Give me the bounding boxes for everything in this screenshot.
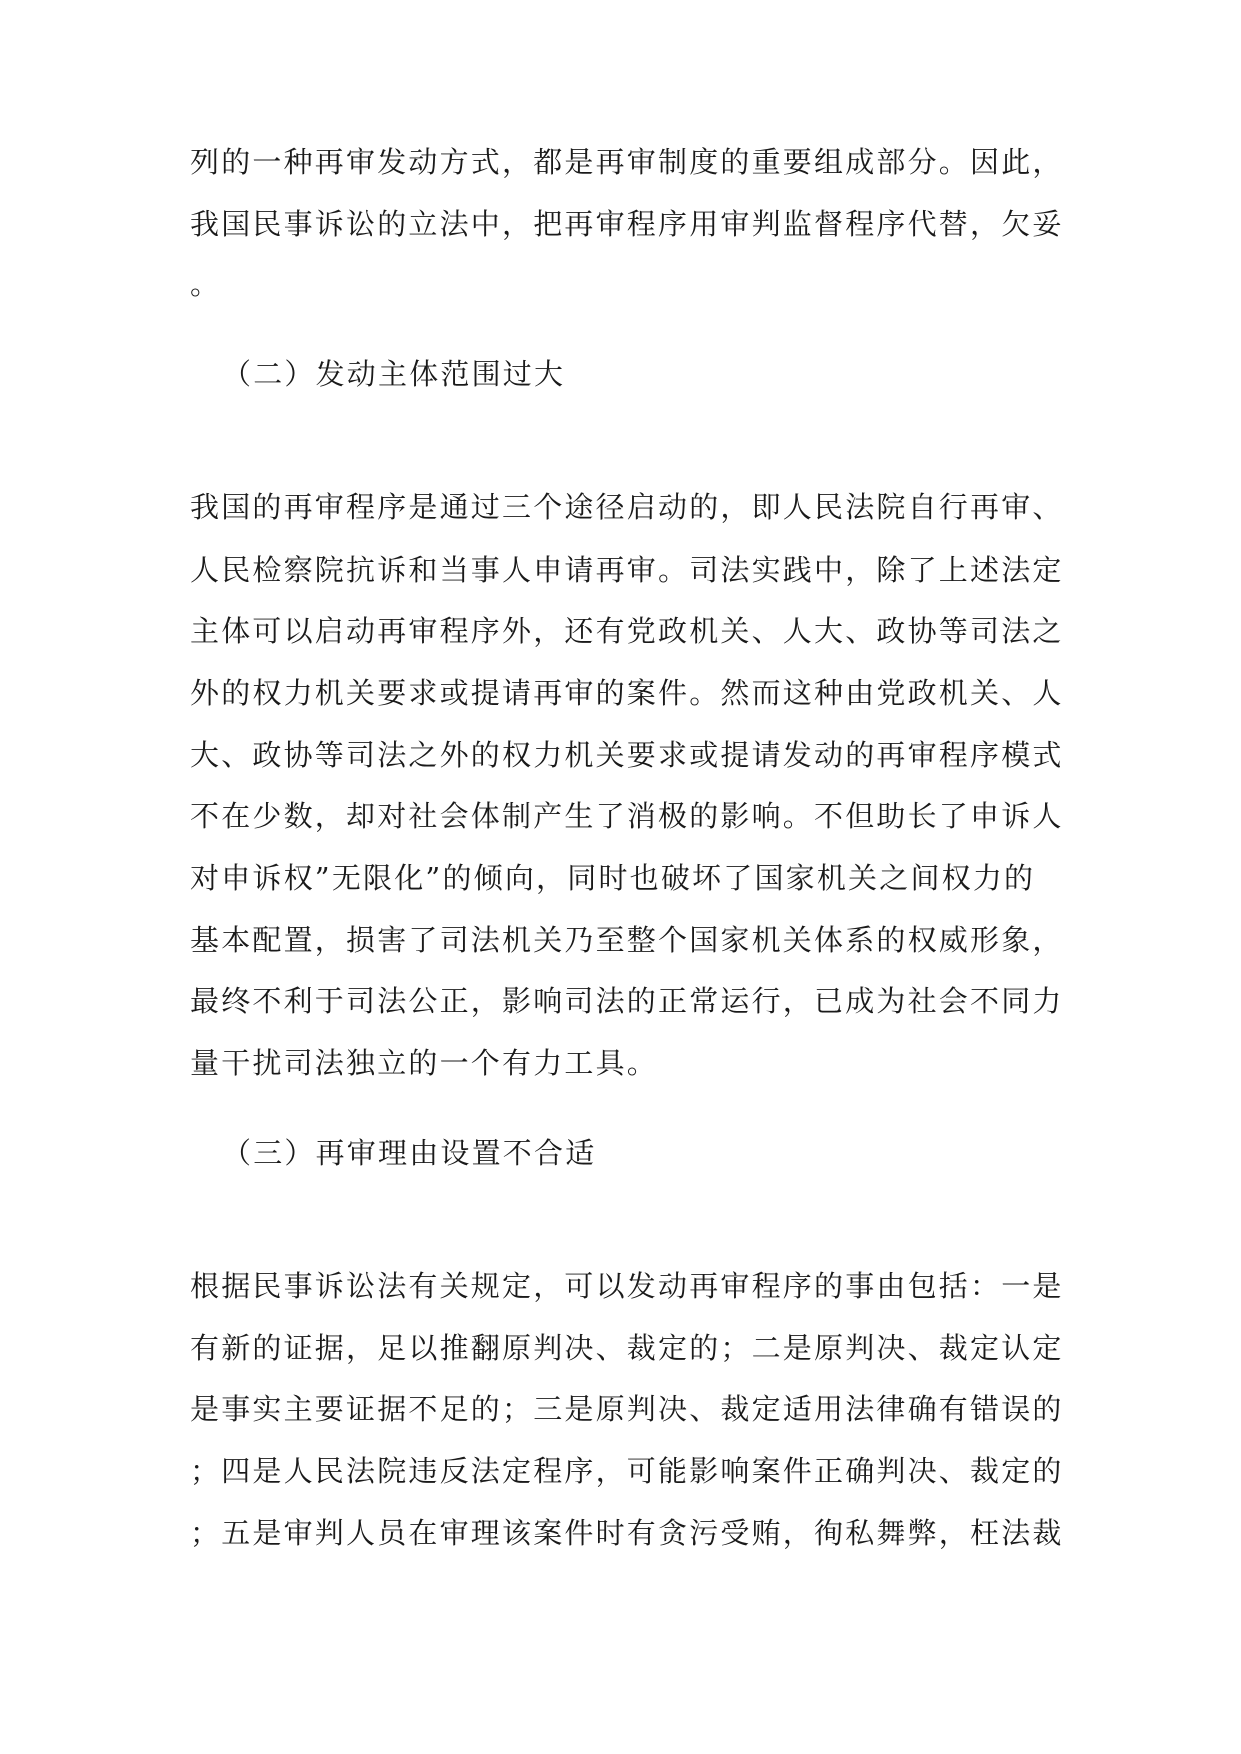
paragraph-line: 人民检察院抗诉和当事人申请再审。司法实践中，除了上述法定: [190, 553, 1064, 587]
paragraph-line: 有新的证据，足以推翻原判决、裁定的；二是原判决、裁定认定: [190, 1331, 1064, 1365]
paragraph-line: 主体可以启动再审程序外，还有党政机关、人大、政协等司法之: [190, 614, 1064, 648]
paragraph-line: 我国的再审程序是通过三个途径启动的，即人民法院自行再审、: [190, 490, 1064, 524]
paragraph-line: 外的权力机关要求或提请再审的案件。然而这种由党政机关、人: [190, 676, 1064, 710]
paragraph-line: ；四是人民法院违反法定程序，可能影响案件正确判决、裁定的: [190, 1454, 1064, 1488]
section-heading-2: （二）发动主体范围过大: [222, 357, 566, 391]
paragraph-line: 我国民事诉讼的立法中，把再审程序用审判监督程序代替，欠妥: [190, 207, 1064, 241]
paragraph-line: 根据民事诉讼法有关规定，可以发动再审程序的事由包括：一是: [190, 1269, 1064, 1303]
paragraph-line: 最终不利于司法公正，影响司法的正常运行，已成为社会不同力: [190, 984, 1064, 1018]
paragraph-line: 不在少数，却对社会体制产生了消极的影响。不但助长了申诉人: [190, 799, 1064, 833]
paragraph-line: 对申诉权”无限化”的倾向，同时也破坏了国家机关之间权力的: [190, 861, 1036, 895]
section-heading-3: （三）再审理由设置不合适: [222, 1136, 597, 1170]
paragraph-line: 是事实主要证据不足的；三是原判决、裁定适用法律确有错误的: [190, 1392, 1064, 1426]
paragraph-line: 。: [190, 267, 222, 301]
paragraph-line: 基本配置，损害了司法机关乃至整个国家机关体系的权威形象，: [190, 923, 1064, 957]
paragraph-line: 量干扰司法独立的一个有力工具。: [190, 1046, 659, 1080]
paragraph-line: 列的一种再审发动方式，都是再审制度的重要组成部分。因此，: [190, 145, 1064, 179]
paragraph-line: 大、政协等司法之外的权力机关要求或提请发动的再审程序模式: [190, 738, 1064, 772]
paragraph-line: ；五是审判人员在审理该案件时有贪污受贿，徇私舞弊，枉法裁: [190, 1516, 1064, 1550]
